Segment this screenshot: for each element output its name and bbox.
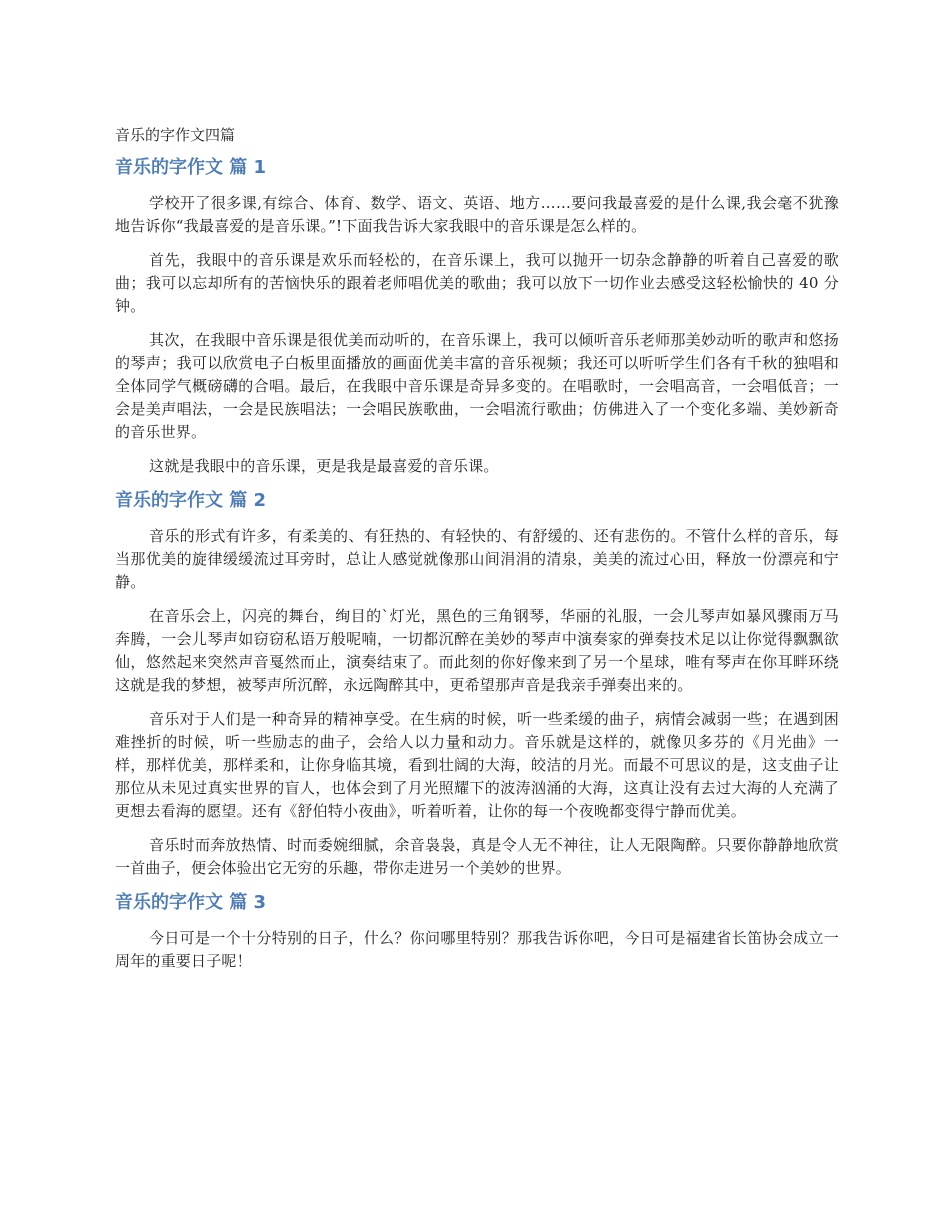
paragraph: 在音乐会上，闪亮的舞台，绚目的`灯光，黑色的三角钢琴，华丽的礼服，一会儿琴声如暴风骤雨万马奔腾，一会儿琴声如窃窃私语万般呢喃，一切都沉醉在美妙的琴声中演奏家的弹奏技术足以让你觉得飘飘欲仙，悠然起来突然声音戛然而止，演奏结束了。而此刻的你好像来到了另一个星球，唯有琴声在你耳畔环绕这就是我的梦想，被琴声所沉醉，永远陶醉其中，更希望那声音是我亲手弹奏出来的。 (115, 607, 839, 694)
paragraph: 音乐时而奔放热情、时而委婉细腻，余音袅袅，真是令人无不神往，让人无限陶醉。只要你静静地欣赏一首曲子，便会体验出它无穷的乐趣，带你走进另一个美妙的世界。 (115, 836, 839, 877)
paragraph: 学校开了很多课,有综合、体育、数学、语文、英语、地方……要问我最喜爱的是什么课,我会毫不犹豫地告诉你“我最喜爱的是音乐课。”!下面我告诉大家我眼中的音乐课是怎么样的。 (115, 194, 839, 235)
section-heading: 音乐的字作文 篇 2 (115, 490, 267, 511)
paragraph: 音乐的形式有许多，有柔美的、有狂热的、有轻快的、有舒缓的、还有悲伤的。不管什么样的音乐，每当那优美的旋律缓缓流过耳旁时，总让人感觉就像那山间涓涓的清泉，美美的流过心田，释放一份漂亮和宁静。 (115, 527, 839, 591)
document-title: 音乐的字作文四篇 (115, 126, 236, 144)
section-2 (115, 489, 839, 880)
section-heading: 音乐的字作文 篇 3 (115, 892, 267, 913)
section-1 (115, 156, 839, 478)
document-page (115, 124, 839, 984)
paragraph: 这就是我眼中的音乐课，更是我是最喜爱的音乐课。 (149, 457, 499, 475)
paragraph: 其次，在我眼中音乐课是很优美而动听的，在音乐课上，我可以倾听音乐老师那美妙动听的歌声和悠扬的琴声；我可以欣赏电子白板里面播放的画面优美丰富的音乐视频；我还可以听听学生们各有千秋的独唱和全体同学气概磅礴的合唱。最后，在我眼中音乐课是奇异多变的。在唱歌时，一会唱高音，一会唱低音；一会是美声唱法，一会是民族唱法；一会唱民族歌曲，一会唱流行歌曲；仿佛进入了一个变化多端、美妙新奇的音乐世界。 (115, 331, 839, 441)
paragraph: 首先，我眼中的音乐课是欢乐而轻松的，在音乐课上，我可以抛开一切杂念静静的听着自己喜爱的歌曲；我可以忘却所有的苦恼快乐的跟着老师唱优美的歌曲；我可以放下一切作业去感受这轻松愉快的 40 分钟。 (115, 251, 839, 315)
paragraph: 今日可是一个十分特别的日子，什么？你问哪里特别？那我告诉你吧，今日可是福建省长笛协会成立一周年的重要日子呢！ (115, 929, 839, 970)
section-heading: 音乐的字作文 篇 1 (115, 157, 267, 178)
section-3 (115, 891, 839, 973)
paragraph: 音乐对于人们是一种奇异的精神享受。在生病的时候，听一些柔缓的曲子，病情会减弱一些；在遇到困难挫折的时候，听一些励志的曲子，会给人以力量和动力。音乐就是这样的，就像贝多芬的《月光曲》一样，那样优美，那样柔和，让你身临其境，看到壮阔的大海，皎洁的月光。而最不可思议的是，这支曲子让那位从未见过真实世界的盲人，也体会到了月光照耀下的波涛汹涌的大海，这真让没有去过大海的人充满了更想去看海的愿望。还有《舒伯特小夜曲》，听着听着，让你的每一个夜晚都变得宁静而优美。 (115, 710, 839, 820)
